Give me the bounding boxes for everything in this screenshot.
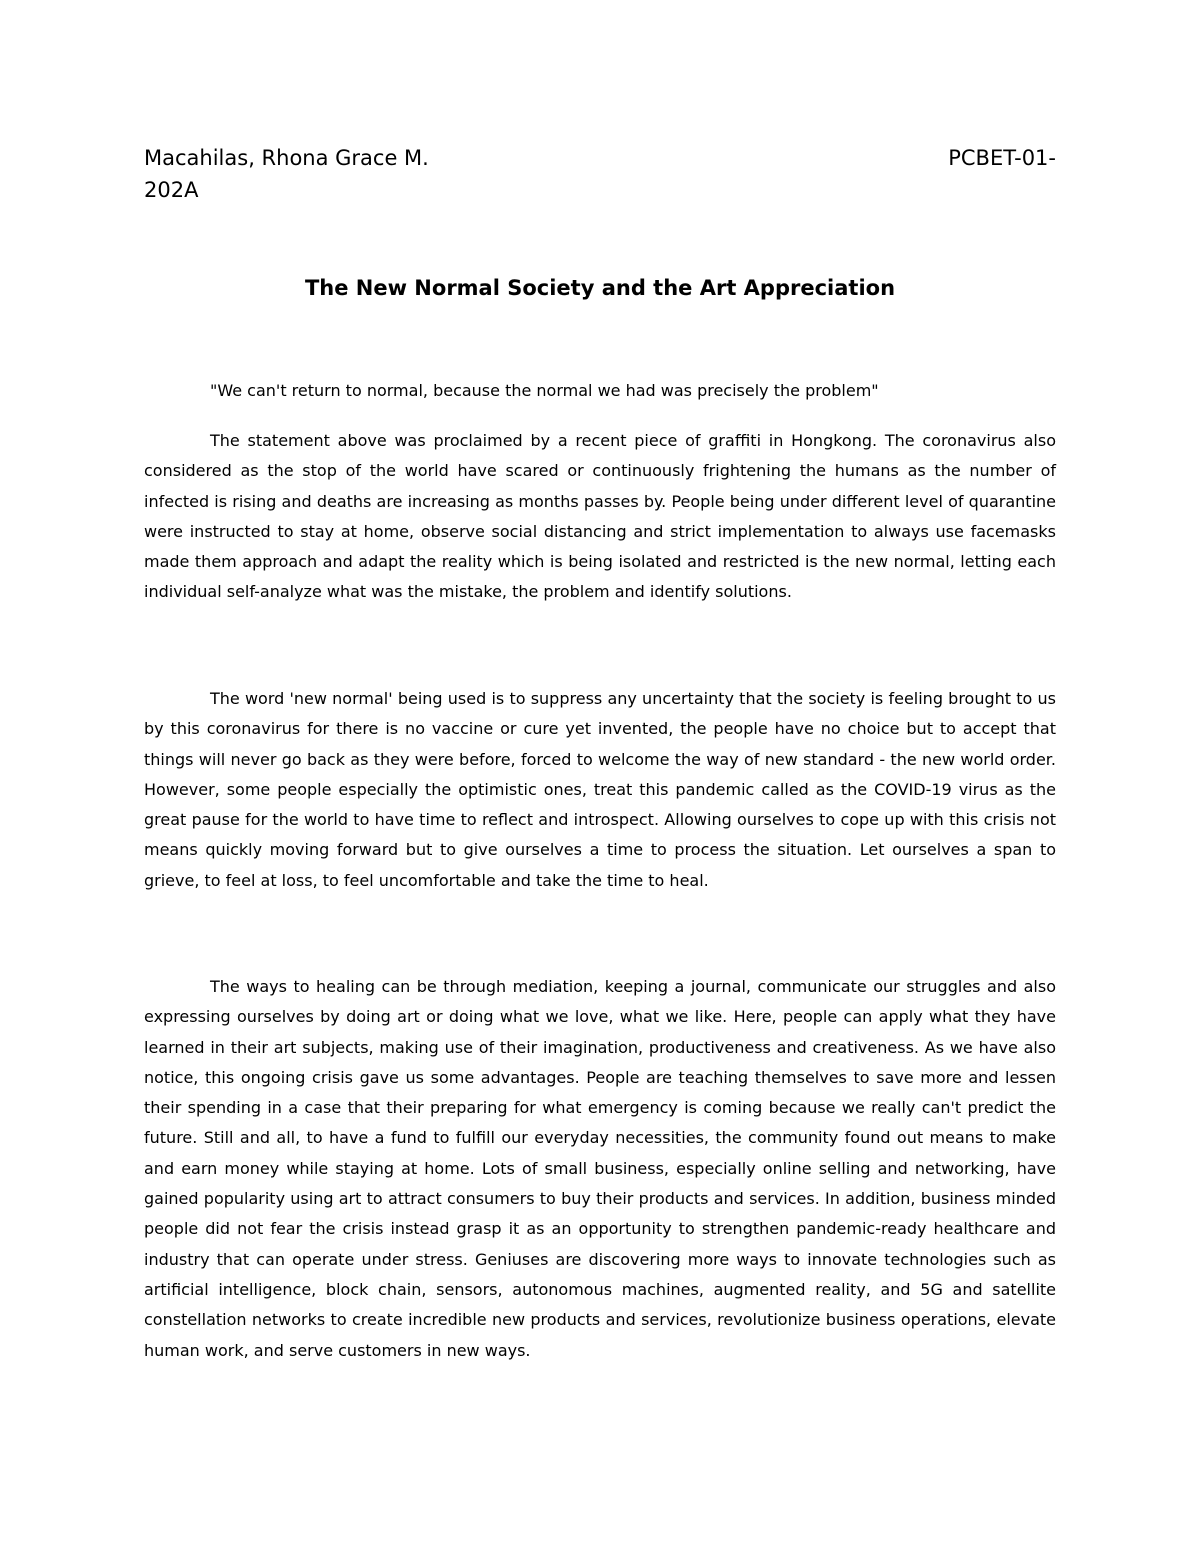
section-code-line-1: PCBET-01-	[948, 146, 1056, 170]
opening-quote: "We can't return to normal, because the normal we had was precisely the problem"	[210, 381, 879, 400]
document-title: The New Normal Society and the Art Appreciation	[304, 276, 896, 300]
paragraph-1: The statement above was proclaimed by a recent piece of graffiti in Hongkong. The coronavirus also considered as the stop of the world have scared or continuously frightening the humans as the number of infected is rising and deaths are increasing as months passes by. People being under different level of quarantine were instructed to stay at home, observe social distancing and strict implementation to always use facemasks made them approach and adapt the reality which is being isolated and restricted is the new normal, letting each individual self-analyze what was the mistake, the problem and identify solutions.	[144, 431, 1056, 602]
section-code-line-2: 202A	[144, 178, 199, 202]
paragraph-2: The word 'new normal' being used is to suppress any uncertainty that the society is feeling brought to us by this coronavirus for there is no vaccine or cure yet invented, the people have no choice but to accept that things will never go back as they were before, forced to welcome the way of new standard - the new world order. However, some people especially the optimistic ones, treat this pandemic called as the COVID-19 virus as the great pause for the world to have time to reflect and introspect. Allowing ourselves to cope up with this crisis not means quickly moving forward but to give ourselves a time to process the situation. Let ourselves a span to grieve, to feel at loss, to feel uncomfortable and take the time to heal.	[144, 689, 1056, 890]
author-name: Macahilas, Rhona Grace M.	[144, 146, 429, 170]
paragraph-3: The ways to healing can be through mediation, keeping a journal, communicate our struggles and also expressing ourselves by doing art or doing what we love, what we like. Here, people can apply what they have learned in their art subjects, making use of their imagination, productiveness and creativeness. As we have also notice, this ongoing crisis gave us some advantages. People are teaching themselves to save more and lessen their spending in a case that their preparing for what emergency is coming because we really can't predict the future. Still and all, to have a fund to fulfill our everyday necessities, the community found out means to make and earn money while staying at home. Lots of small business, especially online selling and networking, have gained popularity using art to attract consumers to buy their products and services. In addition, business minded people did not fear the crisis instead grasp it as an opportunity to strengthen pandemic-ready healthcare and industry that can operate under stress. Geniuses are discovering more ways to innovate technologies such as artificial intelligence, block chain, sensors, autonomous machines, augmented reality, and 5G and satellite constellation networks to create incredible new products and services, revolutionize business operations, elevate human work, and serve customers in new ways.	[144, 977, 1056, 1360]
